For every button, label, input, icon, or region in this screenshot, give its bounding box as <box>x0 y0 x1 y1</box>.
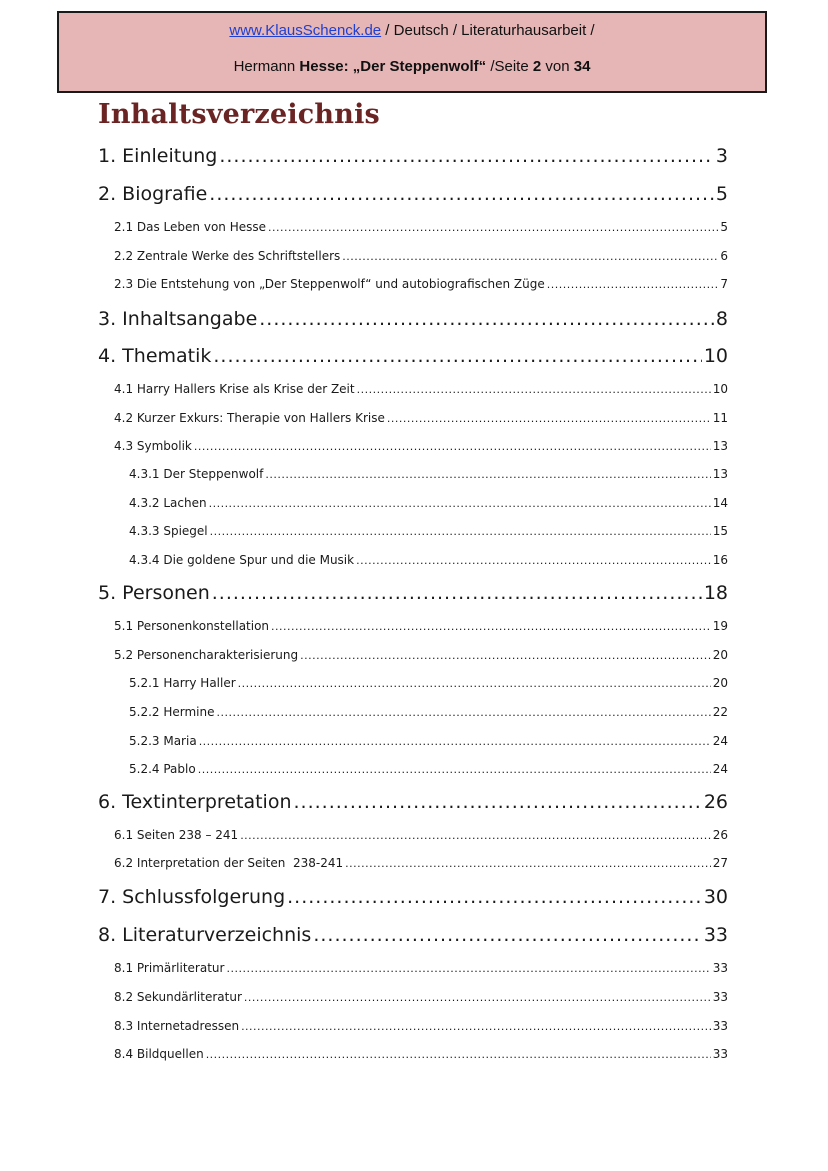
toc-entry-page-number: 15 <box>712 524 728 538</box>
toc-entry-level-2[interactable] <box>114 247 728 263</box>
toc-entry-level-3[interactable] <box>129 522 728 538</box>
toc-entry-page-number: 33 <box>712 1047 728 1061</box>
toc-entry-label: 2.2 Zentrale Werke des Schriftstellers <box>114 249 341 263</box>
toc-entry-page-number: 8 <box>715 308 728 330</box>
toc-entry-page-number: 20 <box>712 676 728 690</box>
toc-entry-page-number: 14 <box>712 496 728 510</box>
toc-entry-page-number: 19 <box>712 619 728 633</box>
toc-entry-label: 8.1 Primärliteratur <box>114 961 225 975</box>
dot-leader <box>240 828 711 842</box>
toc-entry-label: 4.2 Kurzer Exkurs: Therapie von Hallers Krise <box>114 411 385 425</box>
dot-leader <box>194 439 711 453</box>
toc-entry-level-2[interactable] <box>114 380 728 396</box>
toc-entry-page-number: 30 <box>703 886 728 908</box>
toc-entry-page-number: 13 <box>712 439 728 453</box>
toc-entry-page-number: 33 <box>712 1019 728 1033</box>
dot-leader <box>217 705 711 719</box>
toc-entry-page-number: 10 <box>712 382 728 396</box>
toc-entry-page-number: 11 <box>712 411 728 425</box>
toc-entry-level-2[interactable] <box>114 218 728 234</box>
toc-entry-level-2[interactable] <box>114 1045 728 1061</box>
dot-leader <box>345 856 711 870</box>
toc-entry-page-number: 33 <box>712 961 728 975</box>
toc-entry-label: 1. Einleitung <box>98 145 218 167</box>
toc-entry-level-2[interactable] <box>114 826 728 842</box>
toc-entry-label: 5.2.1 Harry Haller <box>129 676 236 690</box>
toc-entry-label: 4.3.2 Lachen <box>129 496 207 510</box>
toc-entry-level-1[interactable] <box>98 143 728 167</box>
dot-leader <box>357 382 711 396</box>
toc-entry-label: 6. Textinterpretation <box>98 791 292 813</box>
toc-entry-page-number: 33 <box>703 924 728 946</box>
dot-leader <box>287 886 702 908</box>
toc-entry-page-number: 16 <box>712 553 728 567</box>
toc-entry-label: 8.2 Sekundärliteratur <box>114 990 242 1004</box>
dot-leader <box>199 734 711 748</box>
toc-entry-level-2[interactable] <box>114 275 728 291</box>
toc-entry-page-number: 13 <box>712 467 728 481</box>
toc-entry-label: 8.3 Internetadressen <box>114 1019 240 1033</box>
dot-leader <box>219 145 714 167</box>
toc-entry-level-3[interactable] <box>129 703 728 719</box>
toc-entry-label: 3. Inhaltsangabe <box>98 308 258 330</box>
dot-leader <box>259 308 714 330</box>
dot-leader <box>342 249 718 263</box>
dot-leader <box>241 1019 711 1033</box>
header-work-title: „Der Steppenwolf“ <box>352 58 487 75</box>
dot-leader <box>209 183 714 205</box>
toc-entry-page-number: 6 <box>720 249 728 263</box>
toc-entry-label: 5.1 Personenkonstellation <box>114 619 270 633</box>
toc-entry-level-2[interactable] <box>114 959 728 975</box>
toc-entry-label: 4.3.1 Der Steppenwolf <box>129 467 264 481</box>
toc-entry-label: 4.1 Harry Hallers Krise als Krise der Zeit <box>114 382 355 396</box>
dot-leader <box>387 411 711 425</box>
toc-entry-label: 6.2 Interpretation der Seiten 238-241 <box>114 856 344 870</box>
toc-entry-label: 6.1 Seiten 238 – 241 <box>114 828 239 842</box>
toc-entry-page-number: 27 <box>712 856 728 870</box>
dot-leader <box>209 496 711 510</box>
header-author-name: Hesse: <box>299 58 349 75</box>
toc-entry-level-1[interactable] <box>98 922 728 946</box>
toc-entry-label: 2. Biografie <box>98 183 208 205</box>
toc-entry-level-2[interactable] <box>114 646 728 662</box>
dot-leader <box>356 553 711 567</box>
toc-entry-page-number: 10 <box>703 345 728 367</box>
dot-leader <box>547 277 719 291</box>
dot-leader <box>213 345 701 367</box>
toc-entry-level-2[interactable] <box>114 1017 728 1033</box>
dot-leader <box>271 619 711 633</box>
dot-leader <box>212 582 702 604</box>
toc-entry-level-3[interactable] <box>129 465 728 481</box>
toc-entry-level-2[interactable] <box>114 437 728 453</box>
toc-entry-level-1[interactable] <box>98 181 728 205</box>
toc-entry-level-1[interactable] <box>98 789 728 813</box>
toc-entry-label: 4. Thematik <box>98 345 212 367</box>
dot-leader <box>244 990 711 1004</box>
toc-entry-label: 5.2.4 Pablo <box>129 762 196 776</box>
toc-entry-page-number: 24 <box>712 762 728 776</box>
toc-entry-level-3[interactable] <box>129 551 728 567</box>
dot-leader <box>265 467 710 481</box>
toc-entry-page-number: 3 <box>715 145 728 167</box>
toc-entry-level-2[interactable] <box>114 988 728 1004</box>
toc-entry-page-number: 26 <box>703 791 728 813</box>
dot-leader <box>210 524 711 538</box>
header-path: / Deutsch / Literaturhausarbeit / <box>381 22 595 39</box>
toc-entry-page-number: 18 <box>703 582 728 604</box>
toc-entry-page-number: 5 <box>720 220 728 234</box>
toc-entry-label: 5. Personen <box>98 582 210 604</box>
toc-entry-label: 5.2.2 Hermine <box>129 705 215 719</box>
toc-entry-level-3[interactable] <box>129 494 728 510</box>
toc-entry-level-1[interactable] <box>98 306 728 330</box>
toc-entry-level-1[interactable] <box>98 884 728 908</box>
toc-entry-page-number: 26 <box>712 828 728 842</box>
toc-entry-label: 8. Literaturverzeichnis <box>98 924 312 946</box>
toc-entry-level-3[interactable] <box>129 674 728 690</box>
toc-entry-level-3[interactable] <box>129 732 728 748</box>
toc-entry-label: 2.1 Das Leben von Hesse <box>114 220 266 234</box>
toc-entry-page-number: 33 <box>712 990 728 1004</box>
toc-entry-label: 5.2.3 Maria <box>129 734 197 748</box>
toc-entry-level-2[interactable] <box>114 617 728 633</box>
toc-entry-page-number: 22 <box>712 705 728 719</box>
toc-entry-page-number: 7 <box>720 277 728 291</box>
toc-entry-level-2[interactable] <box>114 854 728 870</box>
header-author-prefix: Hermann <box>233 58 300 75</box>
dot-leader <box>226 961 710 975</box>
toc-entry-level-2[interactable] <box>114 409 728 425</box>
toc-entry-label: 2.3 Die Entstehung von „Der Steppenwolf“ und autobiografischen Züge <box>114 277 545 291</box>
toc-entry-label: 4.3 Symbolik <box>114 439 192 453</box>
header-page-sep: von <box>541 58 574 75</box>
header-page-prefix: /Seite <box>486 58 533 75</box>
toc-entry-label: 4.3.3 Spiegel <box>129 524 208 538</box>
toc-entry-page-number: 5 <box>715 183 728 205</box>
header-page-total: 34 <box>573 58 591 75</box>
dot-leader <box>268 220 718 234</box>
toc-entry-label: 7. Schlussfolgerung <box>98 886 286 908</box>
toc-entry-page-number: 24 <box>712 734 728 748</box>
toc-entry-page-number: 20 <box>712 648 728 662</box>
dot-leader <box>206 1047 711 1061</box>
dot-leader <box>313 924 701 946</box>
header-page-current: 2 <box>532 58 542 75</box>
dot-leader <box>300 648 711 662</box>
website-link[interactable]: www.KlausSchenck.de <box>229 22 382 39</box>
dot-leader <box>198 762 711 776</box>
dot-leader <box>294 791 702 813</box>
toc-entry-level-1[interactable] <box>98 343 728 367</box>
toc-title: Inhaltsverzeichnis <box>98 99 380 130</box>
toc-entry-label: 4.3.4 Die goldene Spur und die Musik <box>129 553 355 567</box>
toc-entry-level-3[interactable] <box>129 760 728 776</box>
toc-entry-level-1[interactable] <box>98 580 728 604</box>
toc-entry-label: 5.2 Personencharakterisierung <box>114 648 299 662</box>
toc-entry-label: 8.4 Bildquellen <box>114 1047 204 1061</box>
dot-leader <box>238 676 711 690</box>
